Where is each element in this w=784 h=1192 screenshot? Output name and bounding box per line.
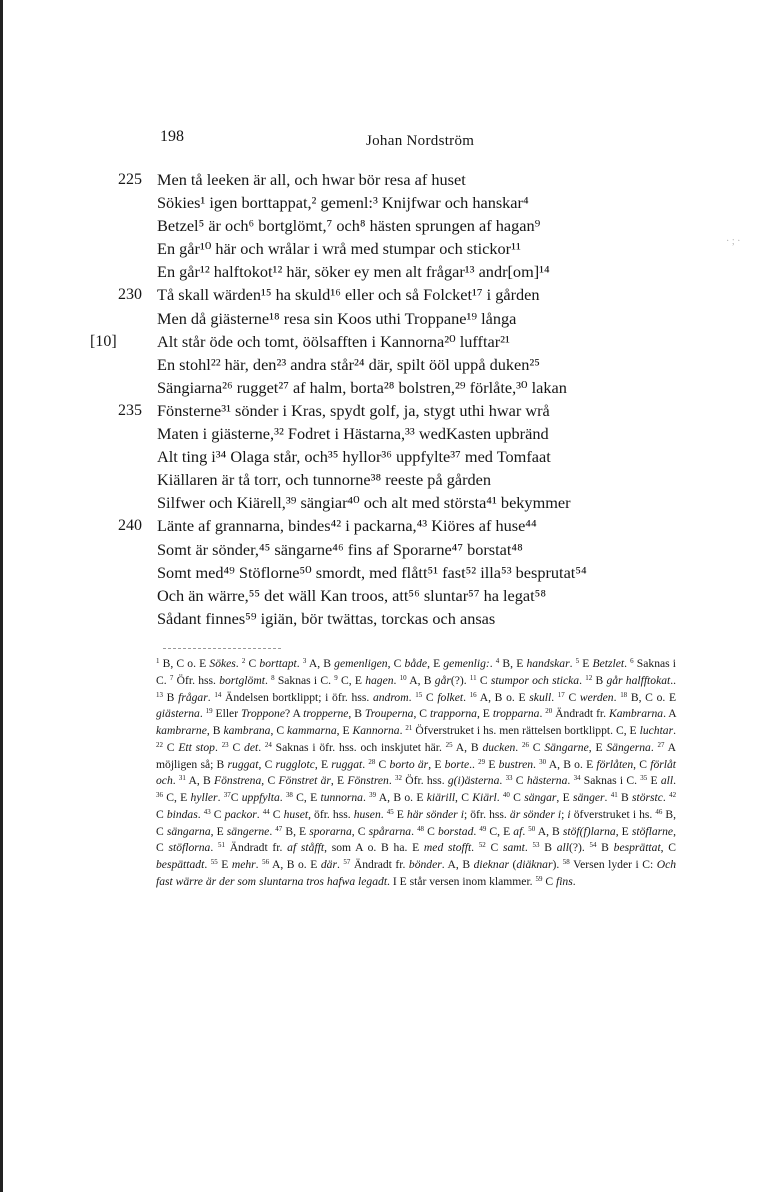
verse-text: Alt står öde och tomt, öölsafften i Kannorna²⁰ lufftar²¹ <box>157 331 510 351</box>
verse-line <box>0 561 784 584</box>
verse-text: Länte af grannarna, bindes⁴² i packarna,⁴³ Kiöres af huse⁴⁴ <box>157 516 537 536</box>
verse-text: Tå skall wärden¹⁵ ha skuld¹⁶ eller och så Folcket¹⁷ i gården <box>157 285 540 305</box>
verse-line <box>0 237 784 260</box>
verse-text: Maten i giästerne,³² Fodret i Hästarna,³³ wedKasten upbränd <box>157 424 549 444</box>
page-number: 198 <box>160 128 184 145</box>
verse-text: Sådant finnes⁵⁹ igiän, bör twättas, torckas och ansas <box>157 608 496 628</box>
verse-line <box>0 376 784 399</box>
line-number: 225 <box>118 171 142 188</box>
line-number: 235 <box>118 401 142 419</box>
verse-line <box>0 445 784 468</box>
verse-text: Somt är sönder,⁴⁵ sängarne⁴⁶ fins af Sporarne⁴⁷ borstat⁴⁸ <box>157 539 523 559</box>
verse-line <box>0 514 784 537</box>
verse-line <box>0 168 784 191</box>
verse-line <box>0 607 784 630</box>
verse-line <box>0 307 784 330</box>
verse-text: Men då giästerne¹⁸ resa sin Koos uthi Troppane¹⁹ långa <box>157 308 517 328</box>
verse-text: Silfwer och Kiärell,³⁹ sängiar⁴⁰ och alt med största⁴¹ bekymmer <box>157 493 571 513</box>
verse-text: Sängiarna²⁶ rugget²⁷ af halm, borta²⁸ bolstren,²⁹ förlåte,³⁰ lakan <box>157 377 567 397</box>
verse-text: Fönsterne³¹ sönder i Kras, spydt golf, ja, stygt uthi hwar wrå <box>157 400 550 420</box>
footnotes: $^1$ B, C o. E Sökes. $^2$ C borttapt. $^3$ A, B gemenligen, C både, E gemenlig:. $^4$ B, E handskar. $^5$ E Betzlet. $^6$ Saknas i C. $^7$ Öfr. hss. bortglömt. $^8$ Saknas i C. $^9$ C, E hagen. $^{10}$ A, B går(?). $^{11}$ C stumpor och sticka. $^{12}$ B går halfftokat.. $^{13}$ B frågar. $^{14}$ Ändelsen bortklippt; i öfr. hss. androm. $^{15}$ C folket. $^{16}$ A, B o. E skull. $^{17}$ C werden. $^{18}$ B, C o. E giästerna. $^{19}$ Eller Troppone? A tropperne, B Trouperna, C trapporna, E tropparna. $^{20}$ Ändradt fr. Kambrarna. A kambrarne, B kambrana, C kammarna, E Kannorna. $^{21}$ Öfverstruket i hs. men rättelsen bortklippt. C, E luchtar. $^{22}$ C Ett stop. $^{23}$ C det. $^{24}$ Saknas i öfr. hss. och inskjutet här. $^{25}$ A, B ducken. $^{26}$ C Sängarne, E Sängerna. $^{27}$ A möjligen så; B ruggat, C rugglotc, E ruggat. $^{28}$ C borto är, E borte.. $^{29}$ E bustren. $^{30}$ A, B o. E förlåten, C förlåt och. $^{31}$ A, B Fönstrena, C Fönstret är, E Fönstren. $^{32}$ Öfr. hss. g(i)ästerna. $^{33}$ C hästerna. $^{34}$ Saknas i C. $^{35}$ E all. $^{36}$ C, E hyller. $^{37}$C uppfylta. $^{38}$ C, E tunnorna. $^{39}$ A, B o. E kiärill, C Kiärl. $^{40}$ C sängar, E sänger. $^{41}$ B störstc. $^{42}$ C bindas. $^{43}$ C packor. $^{44}$ C huset, öfr. hss. husen. $^{45}$ E här sönder i; öfr. hss. är sönder i; i öfverstruket i hs. $^{46}$ B, C sängarna, E sängerne. $^{47}$ B, E sporarna, C spårarna. $^{48}$ C borstad. $^{49}$ C, E af. $^{50}$ A, B stöf(f)larna, E stöflarne, C stöflorna. $^{51}$ Ändradt fr. af ståfft, som A o. B ha. E med stofft. $^{52}$ C samt. $^{53}$ B all(?). $^{54}$ B besprättat, C bespättadt. $^{55}$ E mehr. $^{56}$ A, B o. E där. $^{57}$ Ändradt fr. bönder. A, B dieknar (diäknar). $^{58}$ Versen lyder i C: Och fast wärre är der som sluntarna tros hafwa legadt. I E står versen inom klammer. $^{59}$ C fins. <box>156 657 677 888</box>
verse-line <box>0 422 784 445</box>
margin-speck: · ; · <box>726 236 741 247</box>
verse-text: Betzel⁵ är och⁶ bortglömt,⁷ och⁸ hästen sprungen af hagan⁹ <box>157 216 541 236</box>
verse-text: Och än wärre,⁵⁵ det wäll Kan troos, att⁵⁶ sluntar⁵⁷ ha legat⁵⁸ <box>157 585 547 605</box>
line-number: 230 <box>118 286 142 304</box>
verse-text: Somt med⁴⁹ Stöflorne⁵⁰ smordt, med flått⁵¹ fast⁵² illa⁵³ besprutat⁵⁴ <box>157 562 587 582</box>
poem-body <box>0 168 784 630</box>
verse-text: En går¹⁰ här och wrålar i wrå med stumpar och stickor¹¹ <box>157 239 521 259</box>
verse-text: En går¹² halftokot¹² här, söker ey men alt frågar¹³ andr[om]¹⁴ <box>157 262 550 282</box>
running-head: Johan Nordström <box>366 133 475 149</box>
verse-text: Kiällaren är tå torr, och tunnorne³⁸ reeste på gården <box>157 470 492 490</box>
line-number: 240 <box>118 517 142 535</box>
verse-text: Sökies¹ igen borttappat,² gemenl:³ Knijfwar och hanskar⁴ <box>157 193 529 213</box>
verse-line <box>0 491 784 514</box>
footnote-divider <box>163 648 283 649</box>
verse-line <box>0 538 784 561</box>
verse-line <box>0 260 784 283</box>
verse-line <box>0 399 784 422</box>
verse-line <box>0 353 784 376</box>
verse-text: Alt ting i³⁴ Olaga står, och³⁵ hyllor³⁶ uppfylte³⁷ med Tomfaat <box>157 447 551 467</box>
verse-text: En stohl²² här, den²³ andra står²⁴ där, spilt ööl uppå duken²⁵ <box>157 354 540 374</box>
verse-line <box>0 330 784 353</box>
page-reference: [10] <box>90 332 117 350</box>
verse-line <box>0 584 784 607</box>
verse-line <box>0 191 784 214</box>
page-header <box>160 128 630 152</box>
verse-text: Men tå leeken är all, och hwar bör resa af huset <box>157 170 466 189</box>
verse-line <box>0 214 784 237</box>
verse-line <box>0 468 784 491</box>
verse-line <box>0 283 784 306</box>
